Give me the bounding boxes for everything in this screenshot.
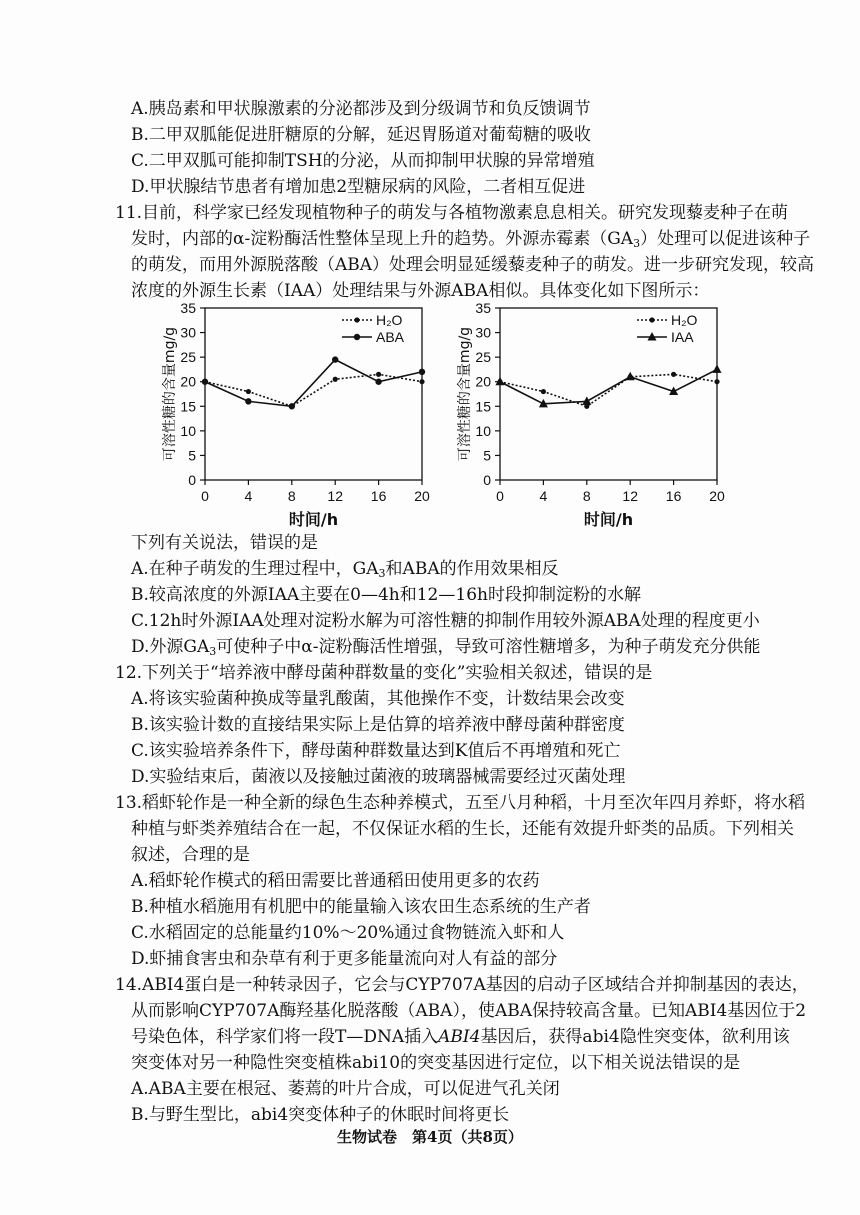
chart0-x-tick-label: 12 xyxy=(327,488,343,504)
chart0-series-1-point xyxy=(245,398,251,404)
q13-stem-line-1: 13.稻虾轮作是一种全新的绿色生态种养模式，五至八月种稻，十月至次年四月养虾，将水稻 xyxy=(115,793,806,813)
chart1-x-axis-label: 时间/h xyxy=(583,510,634,529)
chart1-y-tick-label: 5 xyxy=(483,447,491,464)
q14-option-a: A.ABA主要在根冠、萎蔫的叶片合成，可以促进气孔关闭 xyxy=(131,1079,560,1099)
chart0-series-1-point xyxy=(419,369,425,375)
chart0-y-tick-label: 10 xyxy=(180,422,196,439)
chart0-x-tick-label: 0 xyxy=(201,488,209,504)
chart1-y-tick-label: 15 xyxy=(475,398,491,415)
q10-option-d: D.甲状腺结节患者有增加患2型糖尿病的风险，二者相互促进 xyxy=(131,177,586,197)
q14-stem-line-2: 从而影响CYP707A酶羟基化脱落酸（ABA），使ABA保持较高含量。已知ABI4基因位于2 xyxy=(131,1001,807,1021)
chart0-y-tick-label: 20 xyxy=(180,373,196,390)
chart1-legend-label-0: H₂O xyxy=(671,312,698,328)
chart1-y-tick-label: 35 xyxy=(475,300,491,316)
q12-option-d: D.实验结束后，菌液以及接触过菌液的玻璃器械需要经过灭菌处理 xyxy=(131,767,626,787)
q13-option-d: D.虾捕食害虫和杂草有利于更多能量流向对人有益的部分 xyxy=(131,949,558,969)
q11-stem-line-2: 发时，内部的α-淀粉酶活性整体呈现上升的趋势。外源赤霉素$(GA_3)$处理可以促进该种子 xyxy=(131,229,811,250)
chart1-series-0-point xyxy=(671,372,676,377)
chart1-y-tick-label: 25 xyxy=(475,349,491,366)
chart0-series-0-point xyxy=(333,377,338,382)
chart0-y-tick-label: 15 xyxy=(180,398,196,415)
chart1-series-0-point xyxy=(541,389,546,394)
chart0-series-0-point xyxy=(246,389,251,394)
chart1-x-tick-label: 12 xyxy=(622,488,638,504)
q12-option-b: B.该实验计数的直接结果实际上是估算的培养液中酵母菌种群密度 xyxy=(131,715,625,735)
q13-option-c: C.水稻固定的总能量约10%～20%通过食物链流入虾和人 xyxy=(131,923,565,943)
chart0-series-1-point xyxy=(202,379,208,385)
chart1-series-line-0 xyxy=(500,374,717,406)
chart0-legend-label-1: ABA xyxy=(376,329,405,345)
chart0-y-tick-label: 30 xyxy=(180,324,196,341)
q13-stem-line-2: 种植与虾类养殖结合在一起，不仅保证水稻的生长，还能有效提升虾类的品质。下列相关 xyxy=(131,819,794,839)
chart1-y-tick-label: 10 xyxy=(475,422,491,439)
iaa-chart xyxy=(445,300,735,540)
q12-option-c: C.该实验培养条件下，酵母菌种群数量达到K值后不再增殖和死亡 xyxy=(131,741,621,761)
chart0-x-axis-label: 时间/h xyxy=(288,510,339,529)
q12-option-a: A.将该实验菌种换成等量乳酸菌，其他操作不变，计数结果会改变 xyxy=(131,689,625,709)
chart0-y-tick-label: 5 xyxy=(188,447,196,464)
chart1-x-tick-label: 8 xyxy=(582,488,591,504)
q11-option-b: B.较高浓度的外源IAA主要在0—4h和12—16h时段抑制淀粉的水解 xyxy=(131,585,641,605)
q11-option-c: C.12h时外源IAA处理对淀粉水解为可溶性糖的抑制作用较外源ABA处理的程度更小 xyxy=(131,611,760,631)
chart0-series-1-point xyxy=(375,379,381,385)
chart1-x-tick-label: 20 xyxy=(709,488,725,504)
q10-option-c: C.二甲双胍可能抑制TSH的分泌，从而抑制甲状腺的异常增殖 xyxy=(131,151,595,171)
chart0-x-tick-label: 8 xyxy=(287,488,296,504)
chart0-series-line-1 xyxy=(205,360,422,407)
chart1-y-axis-label: 可溶性糖的含量mg/g xyxy=(457,326,473,462)
chart0-legend-marker-1 xyxy=(354,334,360,340)
chart1-series-0-point xyxy=(714,379,719,384)
aba-chart-svg xyxy=(150,300,440,532)
q11-stem-line-1: 11.目前，科学家已经发现植物种子的萌发与各植物激素息息相关。研究发现藜麦种子在萌 xyxy=(115,203,789,223)
chart0-y-axis-label: 可溶性糖的含量mg/g xyxy=(162,326,178,462)
q14-stem-line-3: 号染色体，科学家们将一段T—DNA插入ABI4基因后，获得abi4隐性突变体，欲利用该 xyxy=(131,1027,790,1047)
q14-stem-line-1: 14.ABI4蛋白是一种转录因子，它会与CYP707A基因的启动子区域结合并抑制基因的表达， xyxy=(115,975,809,995)
chart1-series-1-point xyxy=(713,364,722,373)
chart0-x-tick-label: 20 xyxy=(414,488,430,504)
chart0-series-1-point xyxy=(289,403,295,409)
q13-stem-line-3: 叙述，合理的是 xyxy=(131,845,250,865)
q11-stem-line-3: 的萌发，而用外源脱落酸（ABA）处理会明显延缓藜麦种子的萌发。进一步研究发现，较高 xyxy=(131,255,815,275)
chart0-x-tick-label: 4 xyxy=(244,488,253,504)
chart0-y-tick-label: 0 xyxy=(188,472,196,488)
q14-option-b: B.与野生型比，abi4突变体种子的休眠时间将更长 xyxy=(131,1105,510,1125)
q11-option-d: D.外源$GA_3$可使种子中α-淀粉酶活性增强，导致可溶性糖增多，为种子萌发充分供能 xyxy=(131,637,761,658)
q10-option-a: A.胰岛素和甲状腺激素的分泌都涉及到分级调节和负反馈调节 xyxy=(131,99,591,119)
chart1-legend-marker-0 xyxy=(649,317,654,322)
chart1-x-tick-label: 0 xyxy=(496,488,504,504)
page-footer: 生物试卷 第4页（共8页） xyxy=(337,1128,523,1146)
chart0-y-tick-label: 25 xyxy=(180,349,196,366)
chart1-y-tick-label: 30 xyxy=(475,324,491,341)
iaa-chart-svg xyxy=(445,300,735,532)
chart1-legend-label-1: IAA xyxy=(671,329,694,345)
chart1-x-tick-label: 16 xyxy=(665,488,682,504)
chart0-series-1-point xyxy=(332,356,338,362)
chart1-y-tick-label: 20 xyxy=(475,373,491,390)
q11-option-a: A.在种子萌发的生理过程中，$GA_3$和ABA的作用效果相反 xyxy=(131,559,559,580)
chart0-y-tick-label: 35 xyxy=(180,300,196,316)
q13-option-a: A.稻虾轮作模式的稻田需要比普通稻田使用更多的农药 xyxy=(131,871,540,891)
chart1-series-line-1 xyxy=(500,369,717,403)
chart1-series-1-point xyxy=(582,396,591,405)
chart0-legend-label-0: H₂O xyxy=(376,312,403,328)
chart0-series-0-point xyxy=(419,379,424,384)
chart0-legend-marker-0 xyxy=(354,317,359,322)
chart0-x-tick-label: 16 xyxy=(370,488,387,504)
chart1-x-tick-label: 4 xyxy=(539,488,548,504)
chart1-y-tick-label: 0 xyxy=(483,472,491,488)
aba-chart xyxy=(150,300,440,540)
chart1-series-1-point xyxy=(496,377,505,386)
q14-stem-line-4: 突变体对另一种隐性突变植株abi10的突变基因进行定位，以下相关说法错误的是 xyxy=(131,1053,741,1073)
q10-option-b: B.二甲双胍能促进肝糖原的分解，延迟胃肠道对葡萄糖的吸收 xyxy=(131,125,591,145)
q11-stem-line-4: 浓度的外源生长素（IAA）处理结果与外源ABA相似。具体变化如下图所示： xyxy=(131,281,710,301)
q13-option-b: B.种植水稻施用有机肥中的能量输入该农田生态系统的生产者 xyxy=(131,897,591,917)
chart0-series-0-point xyxy=(376,372,381,377)
q12-stem: 12.下列关于“培养液中酵母菌种群数量的变化”实验相关叙述，错误的是 xyxy=(115,663,653,683)
q11-prompt: 下列有关说法，错误的是 xyxy=(131,533,318,553)
